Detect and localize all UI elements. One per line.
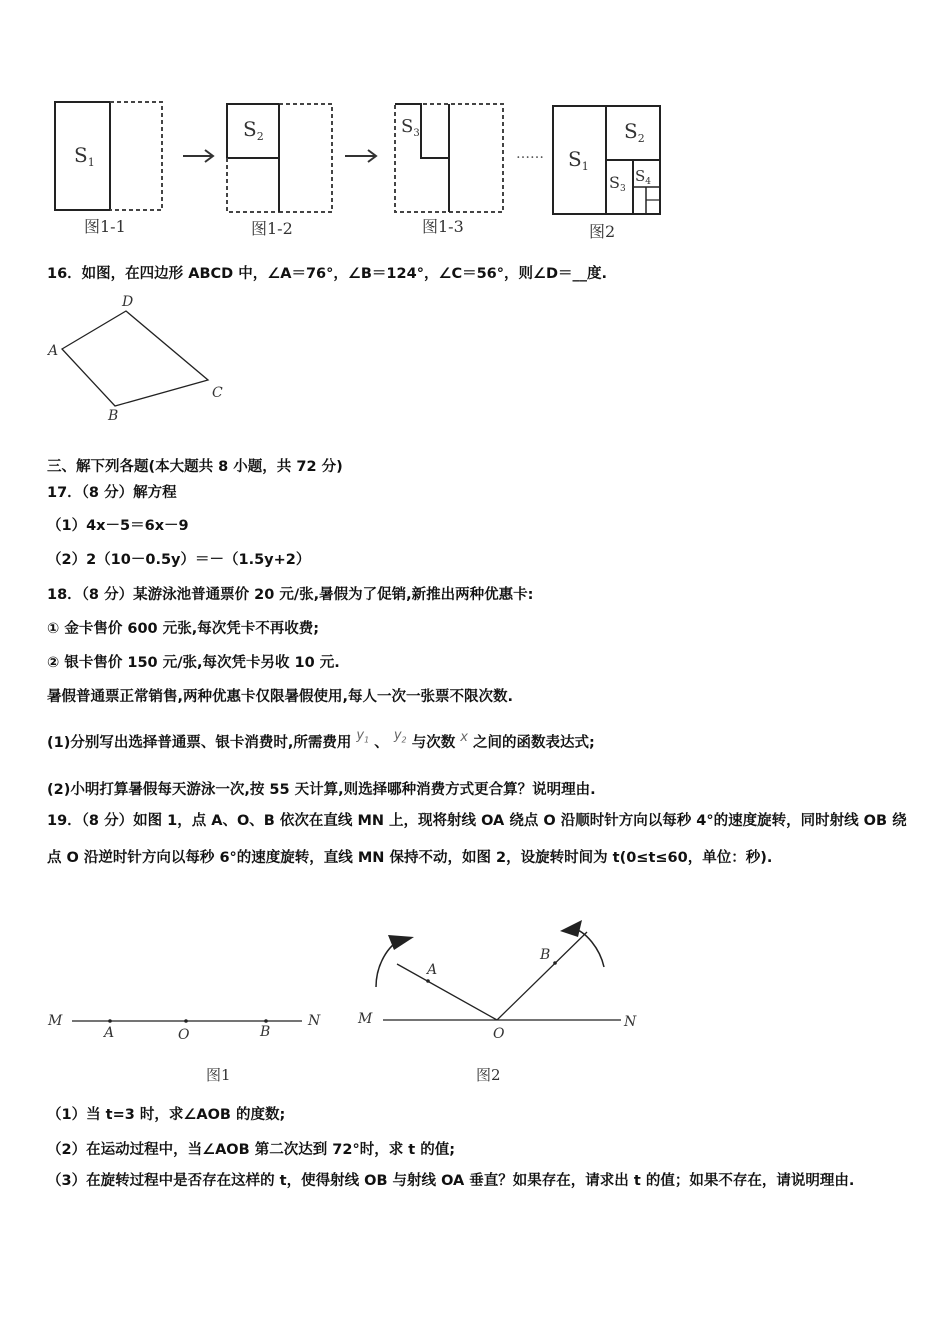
question-19-text: 19．（8 分）如图 1，点 A、O、B 依次在直线 MN 上，现将射线 OA 绕点 O 沿顺时针方向以每秒 4°的速度旋转，同时射线 OB 绕点 O 沿逆时针方向以每秒 6°的速度旋转，直线 MN 保持不动，如图 2，设旋转时间为 t(0≤t≤60，单位：秒). <box>47 813 907 866</box>
y2-symbol: $y_2$ <box>393 728 407 745</box>
point-n-label: N <box>624 1014 637 1030</box>
continuation-dots: …… <box>516 146 544 162</box>
point-m-label: M <box>48 1013 63 1029</box>
point-b-label: B <box>260 1024 271 1040</box>
figure-2-squares <box>553 106 660 214</box>
figure-1-caption: 图1 <box>206 1066 231 1084</box>
caption-fig1-1: 图1-1 <box>84 217 126 236</box>
figure-2-rotating-rays <box>350 915 660 1090</box>
figure-1-1 <box>55 102 162 210</box>
point-b-label: B <box>540 947 551 963</box>
s3-label: S3 <box>609 173 626 194</box>
question-18-part-1 <box>47 728 595 753</box>
vertex-a-label: A <box>48 343 59 359</box>
square-division-figure <box>40 90 680 250</box>
part-1-text-b: 与次数 <box>411 735 456 751</box>
s1-label: $S_1$ <box>568 147 589 173</box>
figure-1-2 <box>227 104 332 212</box>
arrow-icon <box>183 150 213 162</box>
s1-label: $S_1$ <box>74 143 95 169</box>
question-18-title: 18．（8 分）某游泳池普通票价 20 元/张,暑假为了促销,新推出两种优惠卡: <box>47 587 534 603</box>
s3-label: $S_3$ <box>401 116 420 139</box>
point-m-label: M <box>358 1011 373 1027</box>
point-a-label: A <box>427 962 438 978</box>
point-o-label: O <box>493 1026 505 1042</box>
x-symbol: x <box>460 730 468 745</box>
point-a-label: A <box>104 1025 115 1041</box>
question-19-part-2: （2）在运动过程中，当∠AOB 第二次达到 72°时，求 t 的值; <box>47 1142 456 1158</box>
quadrilateral-abcd-figure <box>40 290 240 430</box>
caption-fig1-2: 图1-2 <box>251 219 293 238</box>
question-17-part-2: （2）2（10－0.5y）＝－（1.5y+2） <box>47 552 311 568</box>
caption-fig1-3: 图1-3 <box>422 217 464 236</box>
figure-1-line-mn <box>40 1000 340 1090</box>
question-18-part-2: (2)小明打算暑假每天游泳一次,按 55 天计算,则选择哪种消费方式更合算？说明理由. <box>47 782 596 798</box>
question-18-gold-card: ① 金卡售价 600 元张,每次凭卡不再收费; <box>47 621 319 637</box>
figure-2-caption: 图2 <box>476 1066 501 1084</box>
question-18-silver-card: ② 银卡售价 150 元/张,每次凭卡另收 10 元. <box>47 655 340 671</box>
caption-fig2: 图2 <box>589 222 616 241</box>
section-3-heading: 三、解下列各题(本大题共 8 小题，共 72 分) <box>47 459 343 475</box>
y1-symbol: $y_1$ <box>356 728 370 745</box>
point-n-label: N <box>308 1013 321 1029</box>
separator: 、 <box>374 735 389 751</box>
s2-label: $S_2$ <box>624 119 645 145</box>
figure-1-3 <box>395 104 503 212</box>
question-17-title: 17．（8 分）解方程 <box>47 485 177 501</box>
s2-label: $S_2$ <box>243 117 264 143</box>
question-16: 16．如图，在四边形 ABCD 中，∠A＝76°，∠B＝124°，∠C＝56°，则∠D＝__度. <box>47 266 608 282</box>
part-1-text-a: (1)分别写出选择普通票、银卡消费时,所需费用 <box>47 735 352 751</box>
question-19-part-1: （1）当 t=3 时，求∠AOB 的度数; <box>47 1107 286 1123</box>
vertex-d-label: D <box>122 294 134 310</box>
vertex-b-label: B <box>108 408 119 424</box>
point-o-label: O <box>178 1027 190 1043</box>
question-19-part-3: （3）在旋转过程中是否存在这样的 t，使得射线 OB 与射线 OA 垂直？如果存在，请求出 t 的值；如果不存在，请说明理由. <box>47 1173 855 1189</box>
s4-label: $S_4$ <box>635 167 652 187</box>
question-17-part-1: （1）4x－5＝6x－9 <box>47 518 189 534</box>
part-1-text-c: 之间的函数表达式; <box>473 735 595 751</box>
question-18-note: 暑假普通票正常销售,两种优惠卡仅限暑假使用,每人一次一张票不限次数. <box>47 689 514 705</box>
arrow-icon <box>345 150 376 162</box>
vertex-c-label: C <box>212 385 223 401</box>
